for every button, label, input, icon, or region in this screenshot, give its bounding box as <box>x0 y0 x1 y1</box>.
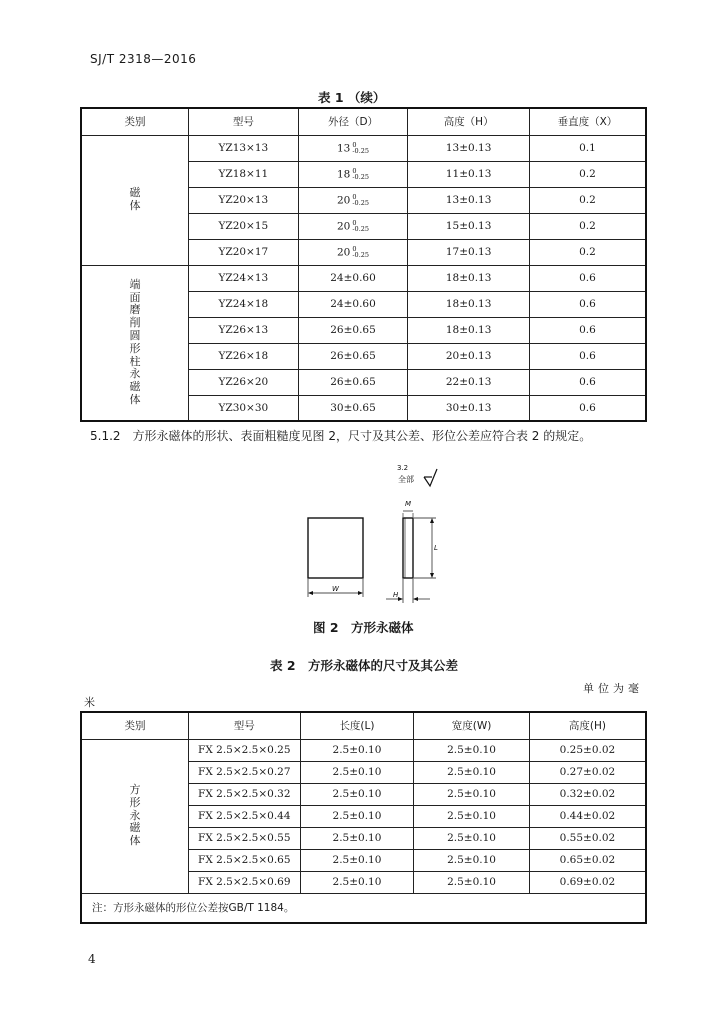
table1-category-cell <box>81 265 189 421</box>
perp-cell: 0.1 <box>529 135 646 161</box>
od-cell: 26±0.65 <box>298 317 408 343</box>
table2-note: 注：方形永磁体的形位公差按GB/T 1184。 <box>81 893 646 923</box>
category-label: 磁体 <box>129 186 141 212</box>
figure2-caption: 图 2 方形永磁体 <box>313 620 414 635</box>
height-cell: 18±0.13 <box>408 291 530 317</box>
model-cell: YZ26×18 <box>189 343 299 369</box>
model-cell: FX 2.5×2.5×0.44 <box>188 805 300 827</box>
model-cell: YZ20×17 <box>189 239 299 265</box>
width-cell: 2.5±0.10 <box>414 827 530 849</box>
width-cell: 2.5±0.10 <box>414 761 530 783</box>
table2-category-cell <box>81 739 188 893</box>
height-cell: 15±0.13 <box>408 213 530 239</box>
perp-cell: 0.6 <box>529 265 646 291</box>
od-cell: 18 0 -0.25 <box>298 161 408 187</box>
table1-header-perp: 垂直度（X） <box>529 108 646 135</box>
model-cell: YZ26×20 <box>189 369 299 395</box>
square-magnet-side <box>403 518 413 578</box>
roughness-value: 3.2 <box>397 464 409 472</box>
height-cell: 13±0.13 <box>408 135 530 161</box>
od-cell: 13 0 -0.25 <box>298 135 408 161</box>
table1-header-od: 外径（D） <box>298 108 408 135</box>
table1-caption: 表 1 （续） <box>318 90 386 105</box>
model-cell: YZ30×30 <box>189 395 299 421</box>
od-cell: 30±0.65 <box>298 395 408 421</box>
table1-header-model: 型号 <box>189 108 299 135</box>
table-row <box>81 739 646 761</box>
model-cell: FX 2.5×2.5×0.32 <box>188 783 300 805</box>
category-label: 端面磨削圆形柱永磁体 <box>129 277 141 406</box>
category-label: 方形永磁体 <box>129 783 141 848</box>
height-cell: 17±0.13 <box>408 239 530 265</box>
table2-note-row <box>81 893 646 923</box>
height-cell: 0.44±0.02 <box>529 805 646 827</box>
model-cell: YZ18×11 <box>189 161 299 187</box>
length-cell: 2.5±0.10 <box>300 827 414 849</box>
width-cell: 2.5±0.10 <box>414 805 530 827</box>
clause-5-1-2: 5.1.2 方形永磁体的形状、表面粗糙度见图 2，尺寸及其公差、形位公差应符合表 2 的规定。 <box>90 429 592 443</box>
unit-text-1: 单位为毫 <box>583 682 643 695</box>
model-cell: FX 2.5×2.5×0.55 <box>188 827 300 849</box>
table2-header-row <box>81 712 646 739</box>
model-cell: FX 2.5×2.5×0.25 <box>188 739 300 761</box>
height-cell: 0.25±0.02 <box>529 739 646 761</box>
perp-cell: 0.6 <box>529 369 646 395</box>
table1-header-height: 高度（H） <box>408 108 530 135</box>
table2-header-category: 类别 <box>81 712 188 739</box>
length-cell: 2.5±0.10 <box>300 871 414 893</box>
height-cell: 11±0.13 <box>408 161 530 187</box>
width-cell: 2.5±0.10 <box>414 783 530 805</box>
unit-text-2: 米 <box>84 696 99 709</box>
od-cell: 24±0.60 <box>298 265 408 291</box>
table1 <box>80 107 647 422</box>
table2 <box>80 711 647 924</box>
width-cell: 2.5±0.10 <box>414 871 530 893</box>
model-cell: YZ20×13 <box>189 187 299 213</box>
length-cell: 2.5±0.10 <box>300 761 414 783</box>
height-cell: 0.69±0.02 <box>529 871 646 893</box>
perp-cell: 0.6 <box>529 395 646 421</box>
length-cell: 2.5±0.10 <box>300 783 414 805</box>
model-cell: YZ20×15 <box>189 213 299 239</box>
height-cell: 18±0.13 <box>408 265 530 291</box>
height-cell: 0.27±0.02 <box>529 761 646 783</box>
table-row <box>81 135 646 161</box>
length-cell: 2.5±0.10 <box>300 805 414 827</box>
od-cell: 20 0 -0.25 <box>298 213 408 239</box>
model-cell: FX 2.5×2.5×0.27 <box>188 761 300 783</box>
width-cell: 2.5±0.10 <box>414 739 530 761</box>
model-cell: YZ13×13 <box>189 135 299 161</box>
dim-w-label: W <box>332 585 339 593</box>
table2-caption: 表 2 方形永磁体的尺寸及其公差 <box>270 658 459 673</box>
dim-l-label: L <box>434 544 438 552</box>
height-cell: 0.55±0.02 <box>529 827 646 849</box>
table1-header-row <box>81 108 646 135</box>
perp-cell: 0.2 <box>529 239 646 265</box>
od-cell: 26±0.65 <box>298 343 408 369</box>
height-cell: 0.32±0.02 <box>529 783 646 805</box>
square-magnet-front <box>308 518 363 578</box>
table-row <box>81 265 646 291</box>
perp-cell: 0.6 <box>529 343 646 369</box>
perp-cell: 0.2 <box>529 161 646 187</box>
model-cell: FX 2.5×2.5×0.69 <box>188 871 300 893</box>
table2-header-width: 宽度(W) <box>414 712 530 739</box>
perp-cell: 0.6 <box>529 291 646 317</box>
dim-m-label: M <box>405 500 412 508</box>
height-cell: 20±0.13 <box>408 343 530 369</box>
table1-category-cell <box>81 135 189 265</box>
length-cell: 2.5±0.10 <box>300 739 414 761</box>
perp-cell: 0.2 <box>529 187 646 213</box>
standard-code: SJ/T 2318—2016 <box>90 52 197 66</box>
height-cell: 22±0.13 <box>408 369 530 395</box>
perp-cell: 0.2 <box>529 213 646 239</box>
od-cell: 24±0.60 <box>298 291 408 317</box>
width-cell: 2.5±0.10 <box>414 849 530 871</box>
od-cell: 20 0 -0.25 <box>298 239 408 265</box>
page-number: 4 <box>88 952 96 966</box>
height-cell: 0.65±0.02 <box>529 849 646 871</box>
od-cell: 26±0.65 <box>298 369 408 395</box>
figure2-drawing <box>290 455 450 615</box>
height-cell: 18±0.13 <box>408 317 530 343</box>
table2-header-height: 高度(H) <box>529 712 646 739</box>
table1-header-category: 类别 <box>81 108 189 135</box>
model-cell: YZ24×13 <box>189 265 299 291</box>
model-cell: YZ26×13 <box>189 317 299 343</box>
model-cell: FX 2.5×2.5×0.65 <box>188 849 300 871</box>
roughness-label: 全部 <box>398 475 414 484</box>
height-cell: 30±0.13 <box>408 395 530 421</box>
table2-header-length: 长度(L) <box>300 712 414 739</box>
dim-h-label: H <box>393 591 399 599</box>
height-cell: 13±0.13 <box>408 187 530 213</box>
table2-header-model: 型号 <box>188 712 300 739</box>
od-cell: 20 0 -0.25 <box>298 187 408 213</box>
model-cell: YZ24×18 <box>189 291 299 317</box>
length-cell: 2.5±0.10 <box>300 849 414 871</box>
perp-cell: 0.6 <box>529 317 646 343</box>
